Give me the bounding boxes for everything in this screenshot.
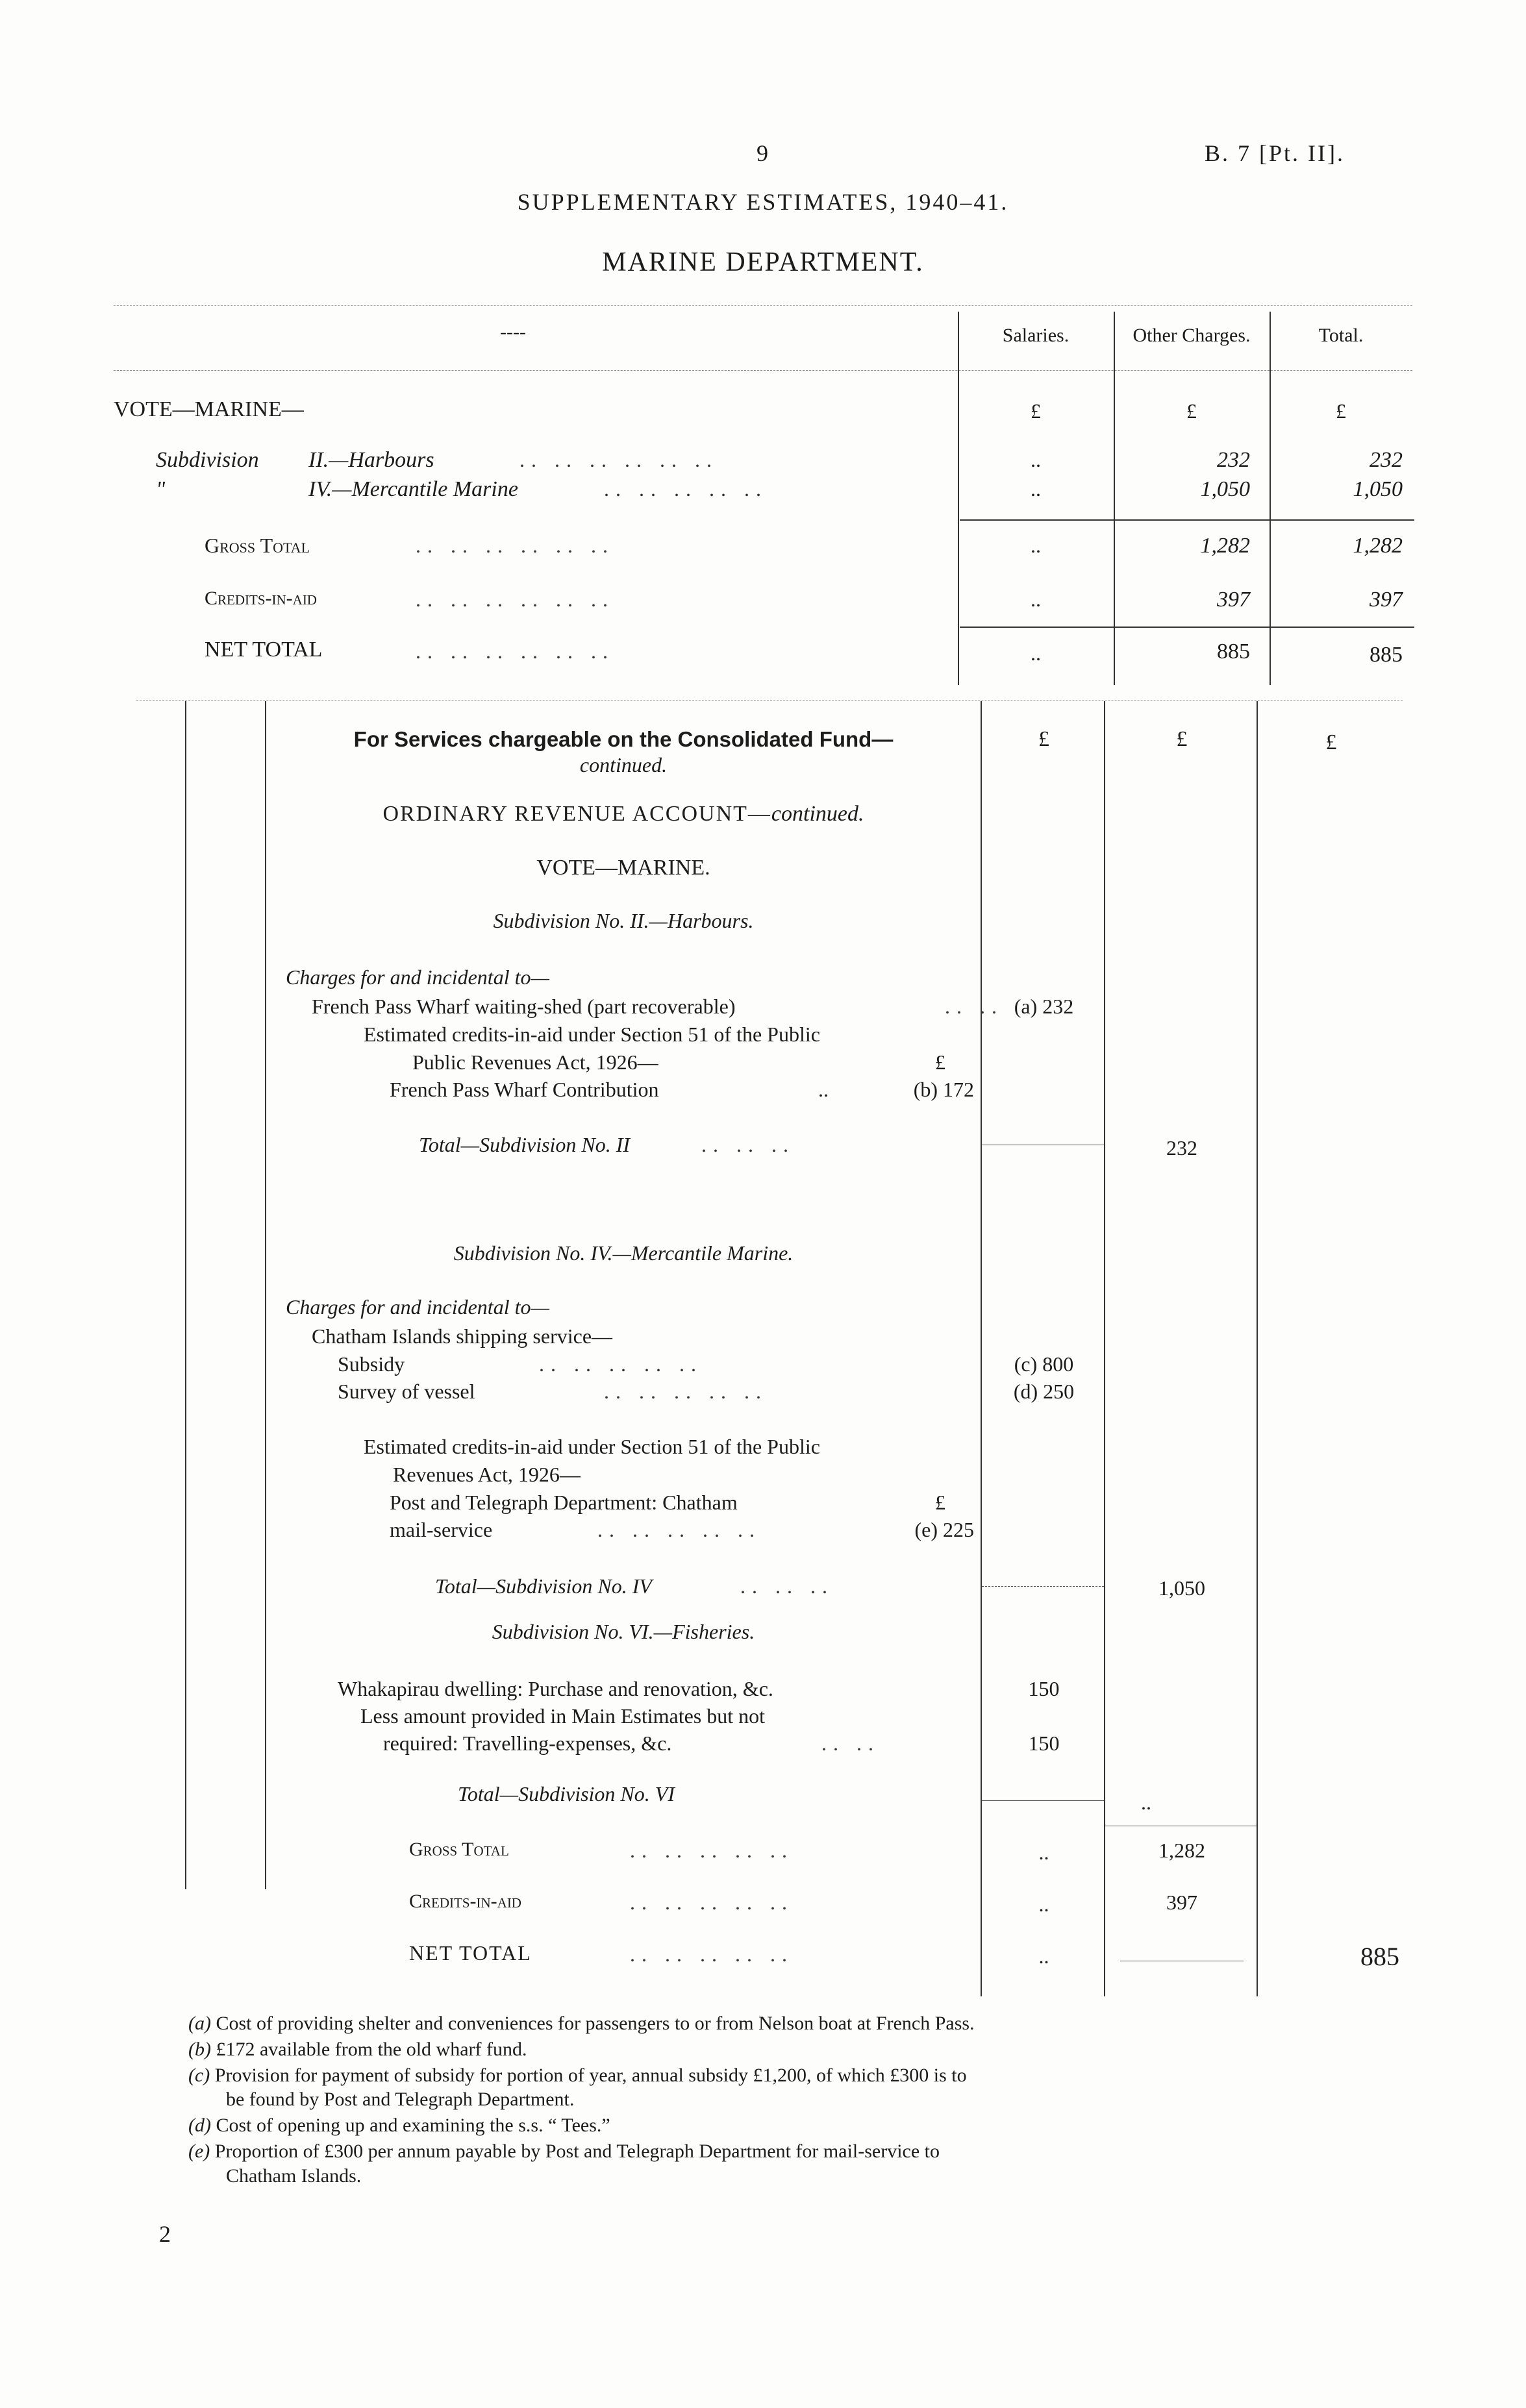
detail-net-total-salaries: .. (1038, 1944, 1049, 1968)
summary-currency-other: £ (1186, 399, 1197, 423)
summary-row-harbours-prefix: Subdivision (156, 448, 259, 472)
detail-account-label: ORDINARY REVENUE ACCOUNT— (382, 802, 771, 826)
col-salaries-header: Salaries. (1002, 325, 1069, 346)
sub2-total-label: Total—Subdivision No. II (419, 1133, 631, 1156)
footnote-c-text: Provision for payment of subsidy for portion of year, annual subsidy £1,200, of which £300 is to (214, 2065, 967, 2086)
sub6-total-rule (982, 1800, 1104, 1801)
sub4-credit-amount: (e) 225 (914, 1518, 974, 1541)
detail-left-margin-2 (265, 701, 266, 1889)
detail-net-total-leaders: .. .. .. .. .. (630, 1943, 794, 1966)
summary-credits-label: Credits-in-aid (205, 588, 317, 609)
detail-net-total-label: NET TOTAL (409, 1941, 532, 1965)
summary-row-mercantile-total: 1,050 (1353, 477, 1403, 501)
document-title: SUPPLEMENTARY ESTIMATES, 1940–41. (517, 189, 1009, 215)
footnote-b-text: £172 available from the old wharf fund. (216, 2039, 527, 2060)
summary-top-rule (114, 305, 1412, 306)
sub4-credit-pound: £ (935, 1491, 945, 1514)
sub2-credit-item: French Pass Wharf Contribution (390, 1078, 659, 1101)
sub6-line3-amount: 150 (1028, 1732, 1060, 1755)
sub4-total-amount: 1,050 (1158, 1576, 1205, 1600)
summary-net-total-salaries: .. (1031, 641, 1041, 665)
sub4-credit-line1: Estimated credits-in-aid under Section 51 of the Public (364, 1435, 820, 1458)
sub2-credit-leaders: .. (818, 1078, 829, 1101)
sub2-item: French Pass Wharf waiting-shed (part recoverable) (312, 995, 736, 1018)
summary-row-harbours-salaries: .. (1031, 448, 1041, 471)
summary-row-mercantile-prefix: " (156, 477, 166, 501)
sub2-charges-heading: Charges for and incidental to— (286, 965, 549, 989)
detail-heading: For Services chargeable on the Consolidated Fund— (353, 727, 894, 751)
sub2-credit-amount: (b) 172 (913, 1078, 974, 1101)
summary-net-total-total: 885 (1370, 643, 1403, 667)
footnote-e (188, 2141, 940, 2163)
page-number: 9 (757, 140, 768, 166)
footnote-b-mark: (b) (188, 2039, 211, 2060)
summary-gross-total-salaries: .. (1031, 534, 1041, 557)
footnote-d-mark: (d) (188, 2115, 211, 2136)
detail-credits-other: 397 (1166, 1891, 1197, 1914)
sub4-item-survey: Survey of vessel (338, 1380, 475, 1403)
sub6-line2: Less amount provided in Main Estimates but not (360, 1704, 766, 1728)
sub4-total-label: Total—Subdivision No. IV (435, 1574, 652, 1598)
sub2-title: Subdivision No. II.—Harbours. (493, 909, 754, 932)
summary-credits-other: 397 (1217, 588, 1250, 612)
sub4-credit-leaders: .. .. .. .. .. (597, 1518, 761, 1541)
sub2-total-amount: 232 (1166, 1136, 1197, 1160)
detail-currency-salaries: £ (1038, 727, 1049, 751)
summary-gross-total-leaders: .. .. .. .. .. .. (416, 534, 614, 557)
detail-credits-leaders: .. .. .. .. .. (630, 1891, 794, 1914)
detail-left-margin-1 (185, 701, 186, 1889)
summary-row-harbours-leaders: .. .. .. .. .. .. (519, 448, 718, 471)
detail-account (273, 802, 974, 826)
sub2-credit-pound: £ (935, 1050, 945, 1074)
footnote-c (188, 2065, 967, 2087)
sub6-line3: required: Travelling-expenses, &c. (383, 1732, 672, 1755)
sub4-item-survey-amount: (d) 250 (1013, 1380, 1075, 1403)
summary-row-harbours-total: 232 (1370, 448, 1403, 472)
sub4-item-subsidy-amount: (c) 800 (1014, 1352, 1074, 1376)
detail-heading-continued: continued. (579, 753, 668, 776)
sub2-credit-line1: Estimated credits-in-aid under Section 51 of the Public (364, 1023, 820, 1046)
footnote-d (188, 2115, 610, 2137)
footnote-e-text: Proportion of £300 per annum payable by Post and Telegraph Department for mail-service to (214, 2141, 940, 2162)
detail-currency-other: £ (1176, 727, 1188, 751)
detail-top-rule (136, 700, 1403, 701)
summary-vote-title: VOTE—MARINE— (114, 397, 304, 421)
summary-row-harbours-other: 232 (1217, 448, 1250, 472)
summary-col-divider-3 (1270, 312, 1271, 685)
detail-vote: VOTE—MARINE. (536, 856, 710, 880)
sub6-title: Subdivision No. VI.—Fisheries. (492, 1620, 755, 1643)
summary-currency-total: £ (1336, 399, 1346, 423)
summary-row-mercantile-leaders: .. .. .. .. .. (604, 477, 768, 501)
signature-mark: 2 (159, 2221, 171, 2247)
sub4-item-subsidy: Subsidy (338, 1352, 405, 1376)
sub6-total-label: Total—Subdivision No. VI (458, 1782, 675, 1806)
sub2-item-amount: (a) 232 (1014, 995, 1074, 1018)
sub4-credit-item2: mail-service (390, 1518, 493, 1541)
summary-net-total-other: 885 (1217, 639, 1250, 664)
summary-net-total-label: NET TOTAL (205, 638, 323, 662)
summary-credits-leaders: .. .. .. .. .. .. (416, 588, 614, 611)
sub4-credit-item1: Post and Telegraph Department: Chatham (390, 1491, 738, 1514)
footnote-a-text: Cost of providing shelter and conveniences for passengers to or from Nelson boat at French Pass. (216, 2013, 975, 2034)
sub2-credit-line2: Public Revenues Act, 1926— (412, 1050, 658, 1074)
detail-gross-total-other: 1,282 (1158, 1839, 1205, 1862)
sub4-charges-heading: Charges for and incidental to— (286, 1295, 549, 1319)
summary-net-total-leaders: .. .. .. .. .. .. (416, 639, 614, 663)
summary-row-mercantile-salaries: .. (1031, 477, 1041, 501)
detail-credits-salaries: .. (1038, 1893, 1049, 1916)
detail-col-divider-2 (1104, 701, 1105, 1996)
summary-header-rule (114, 370, 1412, 371)
sub6-line3-leaders: .. .. (821, 1732, 880, 1755)
footnote-d-text: Cost of opening up and examining the s.s. “ Tees.” (216, 2115, 610, 2136)
detail-credits-label: Credits-in-aid (409, 1891, 521, 1912)
sub2-item-leaders: .. .. (945, 995, 1003, 1018)
footnote-b (188, 2039, 527, 2061)
detail-gross-total-salaries: .. (1038, 1841, 1049, 1864)
sub6-line1-amount: 150 (1028, 1677, 1060, 1700)
footnote-c-mark: (c) (188, 2065, 210, 2086)
footnote-e-cont: Chatham Islands. (226, 2165, 362, 2187)
detail-gross-total-label: Gross Total (409, 1839, 509, 1860)
detail-net-total-total: 885 (1360, 1942, 1399, 1971)
sub4-credit-line2: Revenues Act, 1926— (393, 1463, 581, 1486)
summary-col-divider-1 (958, 312, 959, 685)
col-other-charges-header: Other Charges. (1132, 325, 1251, 346)
summary-subtotal-rule (960, 519, 1414, 521)
detail-col-divider-1 (981, 701, 982, 1996)
footnote-a-mark: (a) (188, 2013, 211, 2034)
detail-col-divider-3 (1257, 701, 1258, 1996)
page-reference: B. 7 [Pt. II]. (1205, 140, 1345, 166)
summary-credits-salaries: .. (1031, 588, 1041, 611)
summary-currency-salaries: £ (1031, 399, 1041, 423)
detail-account-continued: continued. (771, 802, 864, 826)
footnote-a (188, 2013, 975, 2035)
sub4-item-subsidy-leaders: .. .. .. .. .. (539, 1352, 703, 1376)
sub4-total-leaders: .. .. .. (740, 1574, 834, 1598)
sub2-total-leaders: .. .. .. (701, 1133, 795, 1156)
summary-blank-label: ---- (500, 321, 526, 343)
sub6-total-amount: .. (1141, 1791, 1151, 1814)
department-title: MARINE DEPARTMENT. (602, 247, 924, 277)
summary-row-mercantile-label: IV.—Mercantile Marine (308, 477, 518, 501)
summary-gross-total-label: Gross Total (205, 534, 310, 557)
detail-gross-total-leaders: .. .. .. .. .. (630, 1839, 794, 1862)
col-total-header: Total. (1318, 325, 1364, 346)
summary-row-harbours-label: II.—Harbours (308, 448, 434, 472)
footnote-e-mark: (e) (188, 2141, 210, 2162)
summary-gross-total-other: 1,282 (1200, 534, 1250, 558)
sub4-total-rule (982, 1586, 1104, 1587)
summary-credits-total: 397 (1370, 588, 1403, 612)
detail-currency-total: £ (1325, 730, 1337, 754)
summary-row-mercantile-other: 1,050 (1200, 477, 1250, 501)
summary-gross-total-total: 1,282 (1353, 534, 1403, 558)
sub4-service: Chatham Islands shipping service— (312, 1324, 613, 1348)
summary-net-rule (960, 627, 1414, 628)
sub6-line1: Whakapirau dwelling: Purchase and renovation, &c. (338, 1677, 773, 1700)
sub4-item-survey-leaders: .. .. .. .. .. (604, 1380, 768, 1403)
footnote-c-cont: be found by Post and Telegraph Department. (226, 2089, 575, 2110)
sub4-title: Subdivision No. IV.—Mercantile Marine. (453, 1241, 794, 1265)
